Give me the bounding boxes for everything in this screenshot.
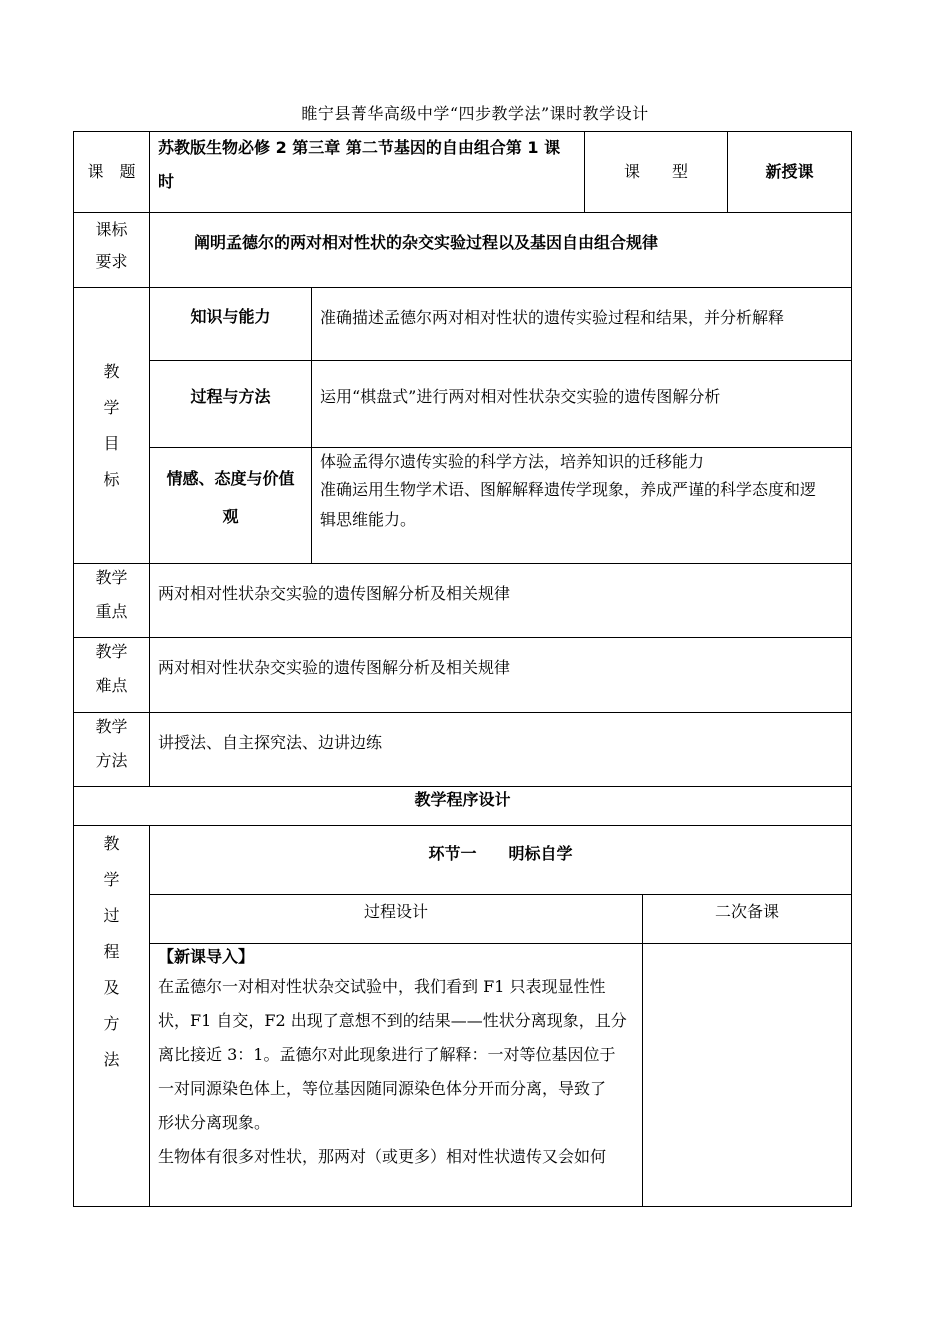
content-line: 状，F1 自交，F2 出现了意想不到的结果——性状分离现象，且分 (158, 1011, 627, 1030)
objective-emotion-name-line1: 情感、态度与价值 (166, 469, 295, 488)
objective-name-cell (149, 287, 312, 361)
objective-name-cell (149, 447, 312, 564)
objectives-label-char: 学 (103, 398, 120, 417)
key-label-cell (73, 563, 150, 638)
process-label-char: 教 (103, 834, 120, 853)
topic-value-line1: 苏教版生物必修 2 第三章 第二节基因的自由组合第 1 课 (158, 138, 561, 157)
content-line: 生物体有很多对性状，那两对（或更多）相对性状遗传又会如何 (158, 1147, 607, 1166)
objective-process-text: 运用“棋盘式”进行两对相对性状杂交实验的遗传图解分析 (320, 387, 721, 406)
objective-text-cell (311, 360, 852, 448)
method-value-cell (149, 712, 852, 787)
standard-label-cell (73, 212, 150, 288)
objectives-label-char: 标 (103, 470, 120, 489)
method-label-line2: 方法 (95, 751, 128, 770)
content-line: 在孟德尔一对相对性状杂交试验中，我们看到 F1 只表现显性性 (158, 977, 606, 996)
difficult-label-line1: 教学 (95, 642, 128, 661)
col-design-label: 过程设计 (363, 902, 428, 921)
key-value-cell (149, 563, 852, 638)
topic-label: 课 题 (87, 162, 136, 181)
col-design-header (149, 894, 643, 944)
objective-emotion-text-line2: 准确运用生物学术语、图解解释遗传学现象，养成严谨的科学态度和逻 (320, 480, 817, 499)
difficult-label-line2: 难点 (95, 676, 128, 695)
difficult-value: 两对相对性状杂交实验的遗传图解分析及相关规律 (158, 658, 511, 677)
col-secondary-label: 二次备课 (714, 902, 779, 921)
objective-emotion-text-line1: 体验孟得尔遗传实验的科学方法，培养知识的迁移能力 (320, 452, 705, 471)
standard-value-cell (149, 212, 852, 288)
process-label-char: 学 (103, 870, 120, 889)
program-heading: 教学程序设计 (414, 790, 511, 809)
standard-value: 阐明孟德尔的两对相对性状的杂交实验过程以及基因自由组合规律 (194, 233, 659, 252)
section-title-cell (149, 825, 852, 895)
process-label-char: 过 (103, 906, 120, 925)
objective-emotion-name-line2: 观 (222, 507, 239, 526)
method-label-line1: 教学 (95, 717, 128, 736)
type-label-cell (584, 131, 728, 213)
type-value-cell (727, 131, 852, 213)
topic-value-line2: 时 (158, 172, 175, 191)
intro-heading: 【新课导入】 (158, 947, 255, 966)
method-value: 讲授法、自主探究法、边讲边练 (158, 733, 383, 752)
process-label-cell (73, 825, 150, 1207)
method-label-cell (73, 712, 150, 787)
objective-text-cell (311, 287, 852, 361)
objective-emotion-text-line3: 辑思维能力。 (320, 510, 417, 529)
process-label-char: 及 (103, 978, 120, 997)
objectives-label-char: 目 (103, 434, 120, 453)
document-title: 睢宁县菁华高级中学“四步教学法”课时教学设计 (301, 104, 649, 123)
objective-knowledge-text: 准确描述孟德尔两对相对性状的遗传实验过程和结果，并分析解释 (320, 308, 785, 327)
difficult-value-cell (149, 637, 852, 713)
key-label-line1: 教学 (95, 568, 128, 587)
secondary-notes-cell (642, 943, 852, 1207)
objective-name-cell (149, 360, 312, 448)
process-label-char: 方 (103, 1014, 120, 1033)
content-line: 形状分离现象。 (158, 1113, 271, 1132)
process-content-cell (149, 943, 643, 1207)
objectives-label-char: 教 (103, 362, 120, 381)
standard-label-line2: 要求 (95, 252, 128, 271)
objective-text-cell (311, 447, 852, 564)
type-value: 新授课 (765, 162, 814, 181)
topic-value-cell (149, 131, 585, 213)
content-line: 一对同源染色体上，等位基因随同源染色体分开而分离，导致了 (158, 1079, 607, 1098)
process-label-char: 程 (103, 942, 120, 961)
objective-process-name: 过程与方法 (190, 387, 271, 406)
section-title: 环节一 明标自学 (428, 844, 573, 863)
key-value: 两对相对性状杂交实验的遗传图解分析及相关规律 (158, 584, 511, 603)
key-label-line2: 重点 (95, 602, 128, 621)
content-line: 离比接近 3：1。孟德尔对此现象进行了解释：一对等位基因位于 (158, 1045, 616, 1064)
standard-label-line1: 课标 (95, 220, 128, 239)
program-heading-cell (73, 786, 852, 826)
col-secondary-header (642, 894, 852, 944)
type-label: 课 型 (623, 162, 688, 181)
topic-label-cell (73, 131, 150, 213)
objectives-label-cell (73, 287, 150, 564)
difficult-label-cell (73, 637, 150, 713)
objective-knowledge-name: 知识与能力 (190, 307, 271, 326)
process-label-char: 法 (103, 1050, 120, 1069)
